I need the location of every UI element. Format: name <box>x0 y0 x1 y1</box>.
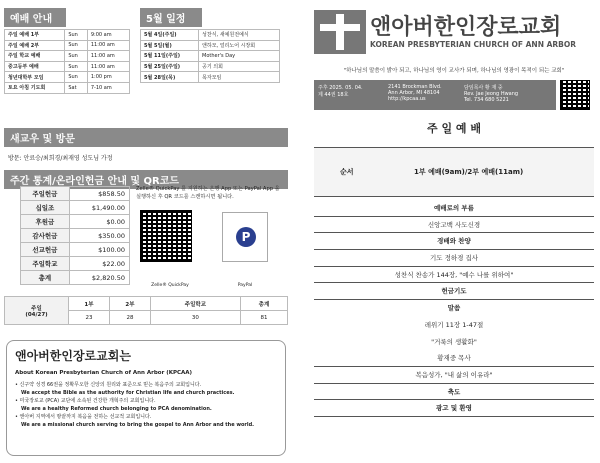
schedule-title: 5월 일정 <box>140 8 202 27</box>
table-row: 주일 학교 예배 Sun 11:00 am <box>5 51 130 62</box>
paypal-qr-code <box>222 212 268 262</box>
newcomers-title: 새교우 및 방문 <box>4 128 288 147</box>
address-line: Ann Arbor, MI 48104 <box>388 90 440 96</box>
service-item: 복음성가, "내 삶의 이유라" <box>314 367 594 384</box>
about-item-ko: • 앤아버 지역에서 땅끝까지 복음을 전하는 선교적 교회입니다. <box>15 414 152 420</box>
tel: Tel. 734 680 5221 <box>464 97 509 103</box>
attendance-table <box>4 296 288 325</box>
about-subtitle: About Korean Presbyterian Church of Ann Arbor (KPCAA) <box>15 370 193 376</box>
table-row: 중고등부 예배 Sun 11:00 am <box>5 61 130 72</box>
zelle-qr-code <box>140 210 192 262</box>
table-row: 23 28 30 81 <box>5 311 288 325</box>
service-item: "거룩의 생활화" <box>431 337 477 346</box>
zelle-label: Zelle® QuickPay <box>151 283 189 288</box>
about-title: 앤아버한인장로교회는 <box>15 349 131 363</box>
table-row: 청년대학부 모임 Sun 1:00 pm <box>5 72 130 83</box>
paypal-label: PayPal <box>237 283 253 288</box>
table-row: 5월 5일(월) 앤하모, 얼리노어 시장회 <box>141 40 280 51</box>
table-row: 5월 11일(주일) Mother's Day <box>141 51 280 62</box>
service-item: 말씀 <box>447 304 461 313</box>
about-item-ko: • 미국장로교 (PCA) 교단에 소속된 건강한 개혁주의 교회입니다. <box>15 398 156 404</box>
table-row: 총계 $2,820.50 <box>21 271 130 285</box>
table-row: 주일 예배 1부 Sun 9:00 am <box>5 30 130 41</box>
pastor-name: 황 재 중 <box>484 85 503 91</box>
volume-line: 제 44권 18호 <box>318 92 349 98</box>
newcomers-section <box>4 128 288 162</box>
table-row: 5월 28일(목) 목자모임 <box>141 72 280 83</box>
service-item: 축도 <box>314 384 594 401</box>
table-row: 5월 4일(주일) 성찬식, 새예원전예식 <box>141 30 280 41</box>
worship-info-title: 예배 안내 <box>4 8 66 27</box>
service-item: 예배로의 부름 <box>314 200 594 217</box>
about-item-en: We are a healthy Reformed church belonging to PCA denomination. <box>21 406 212 412</box>
table-row: 감사헌금 $350.00 <box>21 229 130 243</box>
schedule-table <box>140 29 280 83</box>
table-row: 선교헌금 $100.00 <box>21 243 130 257</box>
table-row: 토요 아침 기도회 Sat 7-10 am <box>5 82 130 93</box>
offering-table <box>20 186 130 285</box>
service-item: 레위기 11장 1-47절 <box>424 320 484 329</box>
service-item: 헌금기도 <box>314 283 594 300</box>
church-name-en: KOREAN PRESBYTERIAN CHURCH OF ANN ARBOR <box>370 40 577 49</box>
offering-title: 주간 통계/온라인헌금 안내 및 QR코드 <box>4 170 288 189</box>
table-row: 주일헌금 $858.50 <box>21 187 130 201</box>
service-item: 성찬식 찬송가 144장, "예수 나를 위하여" <box>314 267 594 284</box>
table-row: 십일조 $1,490.00 <box>21 201 130 215</box>
table-row: 5월 25일(주일) 공기 의회 <box>141 61 280 72</box>
about-item-ko: • 신구약 성경 66권을 정확무오한 신앙의 원리와 표준으로 믿는 복음주의 교회입니다. <box>15 382 202 388</box>
service-item: 기도 정하경 집사 <box>314 250 594 267</box>
order-time: 1부 예배(9am)/2부 예배(11am) <box>414 168 524 176</box>
about-item-en: We accept the Bible as the authority for Christian life and church practices. <box>21 390 235 396</box>
pastor-en: Rev. Jae Jeong Hwang <box>464 91 519 97</box>
worship-info-table <box>4 29 130 94</box>
table-row: 후원금 $0.00 <box>21 215 130 229</box>
pastor-label: 담임목사 <box>464 85 484 91</box>
church-name-ko: 앤아버한인장로교회 <box>370 15 562 40</box>
about-section <box>6 340 286 456</box>
service-order-list <box>314 200 594 417</box>
table-row: 주일 예배 2부 Sun 11:00 am <box>5 40 130 51</box>
service-item: 광고 및 환영 <box>314 400 594 417</box>
church-motto: "하나님의 말씀이 밝아 되고, 하나님의 영이 교사가 되며, 하나님의 영광이 목적이 되는 교회" <box>343 68 565 74</box>
service-item: 신앙고백 사도신경 <box>314 217 594 234</box>
website-link[interactable]: http://kpcaa.us <box>388 96 426 102</box>
qr-code <box>560 80 590 110</box>
online-giving-text: Zelle® QuickPay 를 지원하는 은행 App 또는 PayPal App 을 실행하신 후 QR 코드를 스캔하시면 됩니다. <box>136 186 280 200</box>
church-logo <box>314 10 366 54</box>
date-line: 주후 2025. 05. 04. <box>318 85 363 91</box>
service-item: 경배와 찬양 <box>314 233 594 250</box>
address-line: 2141 Brockman Blvd. <box>388 84 442 90</box>
attendance-label-cell: 주일 (04/27) <box>5 297 69 325</box>
info-bar <box>314 80 556 110</box>
about-item <box>15 381 277 429</box>
about-item-en: We are a missional church serving to bring the gospel to Ann Arbor and the world. <box>21 422 255 428</box>
schedule-section <box>140 8 280 83</box>
table-row: 주일학교 $22.00 <box>21 257 130 271</box>
service-order-header <box>314 147 594 197</box>
paypal-icon: P <box>236 227 256 247</box>
service-item: 황재중 목사 <box>314 350 594 367</box>
worship-info-section <box>4 8 130 94</box>
order-label: 순서 <box>340 168 354 176</box>
newcomers-text: 방문: 안료승/최희경/최재영 성도님 가정 <box>8 155 113 162</box>
table-row: 주일 (04/27) 1부 2부 주일학교 총계 <box>5 297 288 311</box>
service-title: 주 일 예 배 <box>427 122 481 135</box>
